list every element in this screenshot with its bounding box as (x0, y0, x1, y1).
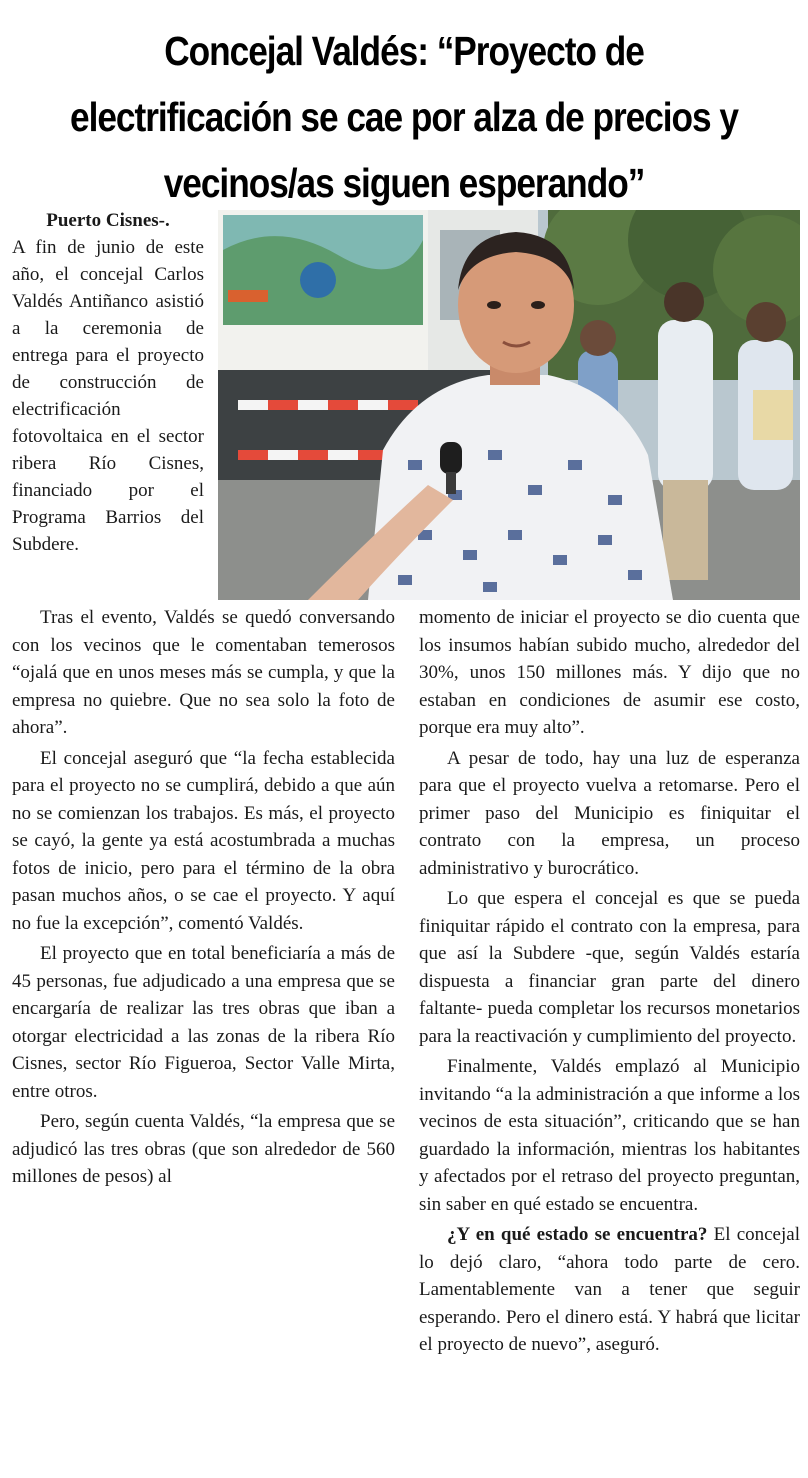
body-paragraph-continuation: momento de iniciar el proyecto se dio cuenta que los insumos habían subido mucho, alrededor del 30%, unos 150 millones más. Y dijo que no estaban en condiciones de asumir ese costo, porque era muy alto”. (419, 607, 800, 738)
headline-line-2: electrificación se cae por alza de precios y (70, 94, 738, 140)
lead-paragraph (12, 207, 204, 558)
body-paragraph: Pero, según cuenta Valdés, “la empresa que se adjudicó las tres obras (que son alrededor de 560 millones de pesos) al (12, 1111, 395, 1187)
body-paragraph: El proyecto que en total beneficiaría a más de 45 personas, fue adjudicado a una empresa que se encargaría de realizar las tres obras que iban a otorgar electricidad a las zonas de la ribera Río Cisnes, sector Río Figueroa, Sector Valle Mirta, entre otros. (12, 943, 395, 1102)
body-paragraph: A pesar de todo, hay una luz de esperanza para que el proyecto vuelva a retomarse. Pero el primer paso del Municipio es finiquitar el contrato con la empresa, un proceso administrativo y burocrático. (419, 747, 800, 879)
dateline: Puerto Cisnes-. (46, 210, 170, 231)
body-paragraph: Tras el evento, Valdés se quedó conversando con los vecinos que le comentaban temerosos “ojalá que en unos meses más se cumpla, y que la empresa no quiebre. Que no sea solo la foto de ahora”. (12, 607, 395, 738)
headline-line-3: vecinos/as siguen esperando” (163, 160, 645, 206)
lead-column (12, 207, 204, 558)
body-column-right (419, 604, 800, 1362)
article-headline (65, 18, 743, 216)
body-column-left (12, 604, 395, 1194)
body-paragraph: El concejal aseguró que “la fecha establecida para el proyecto no se cumplirá, debido a que aún no se comienzan los trabajos. Es más, el proyecto se cayó, la gente ya está acostumbrada a muchas fotos de inicio, pero para el término de la obra pasan muchos años, o se cae el proyecto. Y aquí no fue la excepción”, comentó Valdés. (12, 747, 395, 934)
headline-line-1: Concejal Valdés: “Proyecto de (164, 28, 644, 74)
final-paragraph-text: El concejal lo dejó claro, “ahora todo parte de cero. Lamentablemente van a tener que seguir esperando. Pero el dinero está. Y habrá que licitar el proyecto de nuevo”, aseguró. (419, 1224, 800, 1355)
body-paragraph: Finalmente, Valdés emplazó al Municipio invitando “a la administración a que informe a los vecinos de esta situación”, criticando que se han guardado la información, mientras los habitantes y afectados por el retraso del proyecto preguntan, sin saber en qué estado se encuentra. (419, 1056, 800, 1215)
lead-text: A fin de junio de este año, el concejal Carlos Valdés Antiñanco asistió a la ceremonia de entrega para el proyecto de construcción de electrificación fotovoltaica en el sector ribera Río Cisnes, financiado por el Programa Barrios del Subdere. (12, 237, 204, 555)
photo-of-man-with-microphone-icon (218, 210, 800, 600)
body-paragraph: Lo que espera el concejal es que se pueda finiquitar rápido el contrato con la empresa, para que así la Subdere -que, según Valdés estaría dispuesta a financiar gran parte del dinero faltante- pueda completar los recursos monetarios para la reactivación y cumplimiento del proyecto. (419, 888, 800, 1047)
subheading-kicker: ¿Y en qué estado se encuentra? (447, 1224, 708, 1245)
article-photo (218, 210, 800, 600)
final-paragraph (419, 1221, 800, 1359)
